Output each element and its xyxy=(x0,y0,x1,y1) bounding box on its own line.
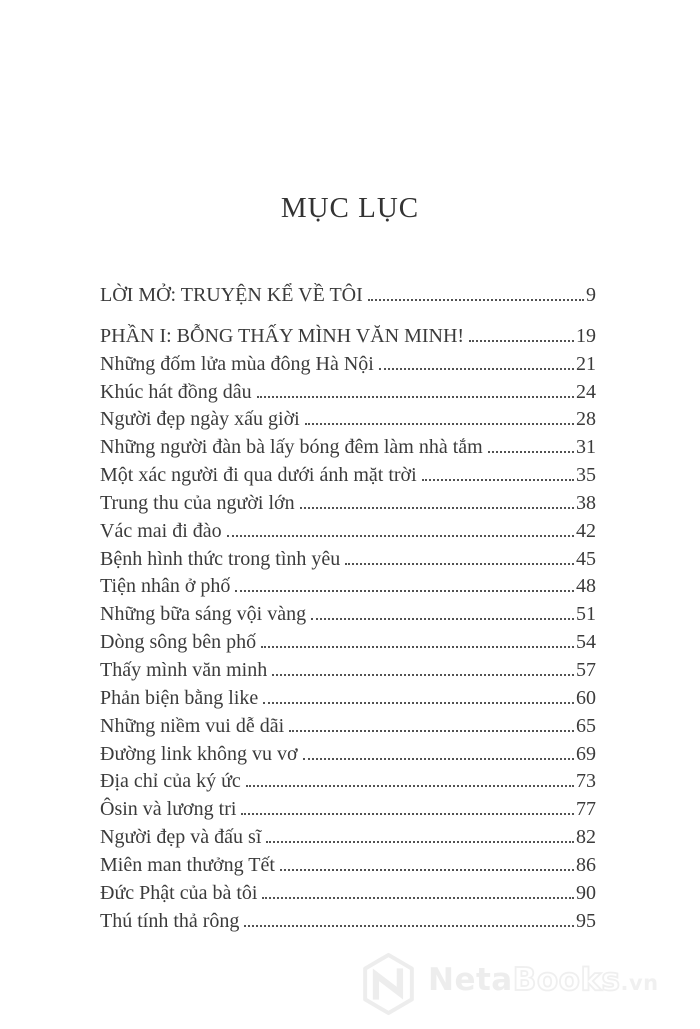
toc-entry xyxy=(100,768,596,796)
toc-entry-title: Đức Phật của bà tôi xyxy=(100,881,258,904)
toc-entry xyxy=(100,880,596,908)
toc-entry-title: Bệnh hình thức trong tình yêu xyxy=(100,547,341,570)
toc-entry-title: Miên man thưởng Tết xyxy=(100,853,275,876)
dot-leader xyxy=(261,646,574,648)
toc-entry xyxy=(100,462,596,490)
toc-entry-page-number: 90 xyxy=(576,881,596,904)
dot-leader xyxy=(488,451,574,453)
toc-entry-title: Tiện nhân ở phố xyxy=(100,575,231,598)
toc-entry-title: Địa chỉ của ký ức xyxy=(100,770,241,793)
toc-entry-page-number: 31 xyxy=(576,436,596,459)
toc-entry xyxy=(100,490,596,518)
toc-entry-title: Ôsin và lương tri xyxy=(100,798,237,821)
watermark-brand-tld: .vn xyxy=(620,970,659,995)
dot-leader xyxy=(305,423,574,425)
toc-entry-title: Khúc hát đồng dâu xyxy=(100,380,252,403)
toc-entry-title: LỜI MỞ: TRUYỆN KỂ VỀ TÔI xyxy=(100,284,363,306)
dot-leader xyxy=(244,925,574,927)
netabooks-logo-icon xyxy=(360,951,417,1017)
dot-leader xyxy=(262,897,574,899)
dot-leader xyxy=(368,299,584,301)
dot-leader xyxy=(469,340,574,342)
toc-entry-title: Người đẹp ngày xấu giời xyxy=(100,408,300,431)
toc-entry xyxy=(100,741,596,769)
toc-entry-title: Trung thu của người lớn xyxy=(100,491,295,514)
dot-leader xyxy=(303,758,574,760)
toc-entry-title: Người đẹp và đấu sĩ xyxy=(100,826,262,849)
toc-entry xyxy=(100,434,596,462)
toc-entry-page-number: 48 xyxy=(576,575,596,598)
toc-entry xyxy=(100,685,596,713)
toc-entry-title: Thú tính thả rông xyxy=(100,909,240,932)
toc-entry-title: PHẦN I: BỖNG THẤY MÌNH VĂN MINH! xyxy=(100,324,465,347)
toc-entry-title: Những đốm lửa mùa đông Hà Nội xyxy=(100,352,374,375)
toc-entry-page-number: 9 xyxy=(586,284,596,306)
dot-leader xyxy=(280,869,574,871)
toc-entry-page-number: 28 xyxy=(576,408,596,431)
toc-entry-page-number: 21 xyxy=(576,352,596,375)
toc-entry-page-number: 42 xyxy=(576,519,596,542)
toc-entry-title: Một xác người đi qua dưới ánh mặt trời xyxy=(100,464,417,487)
toc-entry-title: Những niềm vui dễ dãi xyxy=(100,714,285,737)
dot-leader xyxy=(311,618,574,620)
toc-entry-page-number: 24 xyxy=(576,380,596,403)
dot-leader xyxy=(345,563,574,565)
toc-entry xyxy=(100,713,596,741)
toc-entry-page-number: 51 xyxy=(576,603,596,626)
page-title: MỤC LỤC xyxy=(280,192,420,224)
toc-entry xyxy=(100,406,596,434)
toc-entry xyxy=(100,351,596,379)
toc-entry xyxy=(100,518,596,546)
toc-entry-page-number: 35 xyxy=(576,464,596,487)
toc-entry-page-number: 57 xyxy=(576,658,596,681)
toc-entry-title: Phản biện bằng like xyxy=(100,686,259,709)
dot-leader xyxy=(246,785,574,787)
toc-entry-title: Thấy mình văn minh xyxy=(100,658,268,681)
toc-entry-page-number: 45 xyxy=(576,547,596,570)
netabooks-wordmark xyxy=(428,961,659,1004)
toc-entry-title: Đường link không vu vơ xyxy=(100,742,298,765)
watermark-brand-secondary: Books xyxy=(512,961,621,998)
dot-leader xyxy=(257,396,574,398)
toc-entry-page-number: 77 xyxy=(576,798,596,821)
toc-entry-page-number: 60 xyxy=(576,686,596,709)
dot-leader xyxy=(289,730,574,732)
toc-entry-page-number: 38 xyxy=(576,491,596,514)
toc-entry xyxy=(100,629,596,657)
table-of-contents xyxy=(100,282,596,935)
toc-entry xyxy=(100,852,596,880)
toc-entry xyxy=(100,601,596,629)
toc-entry xyxy=(100,824,596,852)
toc-entry-title: Những người đàn bà lấy bóng đêm làm nhà tắm xyxy=(100,436,483,459)
toc-entry xyxy=(100,908,596,936)
toc-entry xyxy=(100,657,596,685)
dot-leader xyxy=(241,813,574,815)
toc-entry-title: Những bữa sáng vội vàng xyxy=(100,603,307,626)
toc-entry xyxy=(100,379,596,407)
dot-leader xyxy=(379,368,574,370)
dot-leader xyxy=(300,507,574,509)
dot-leader xyxy=(266,841,574,843)
netabooks-watermark xyxy=(360,948,659,1020)
dot-leader xyxy=(422,479,574,481)
toc-entry-title: Vác mai đi đào xyxy=(100,519,222,542)
watermark-brand-primary: Neta xyxy=(428,961,513,998)
toc-entry-page-number: 65 xyxy=(576,714,596,737)
toc-entry xyxy=(100,546,596,574)
toc-entry-page-number: 69 xyxy=(576,742,596,765)
toc-entry-page-number: 95 xyxy=(576,909,596,932)
toc-entry-page-number: 82 xyxy=(576,826,596,849)
toc-entry-page-number: 19 xyxy=(576,324,596,347)
toc-entry xyxy=(100,323,596,351)
toc-entry-page-number: 86 xyxy=(576,853,596,876)
toc-entry xyxy=(100,796,596,824)
dot-leader xyxy=(227,535,574,537)
toc-entry-page-number: 54 xyxy=(576,631,596,654)
dot-leader xyxy=(263,702,574,704)
toc-entry xyxy=(100,573,596,601)
toc-entry-title: Dòng sông bên phố xyxy=(100,631,257,654)
toc-entry-page-number: 73 xyxy=(576,770,596,793)
toc-entry xyxy=(100,282,596,310)
dot-leader xyxy=(272,674,574,676)
dot-leader xyxy=(235,590,574,592)
